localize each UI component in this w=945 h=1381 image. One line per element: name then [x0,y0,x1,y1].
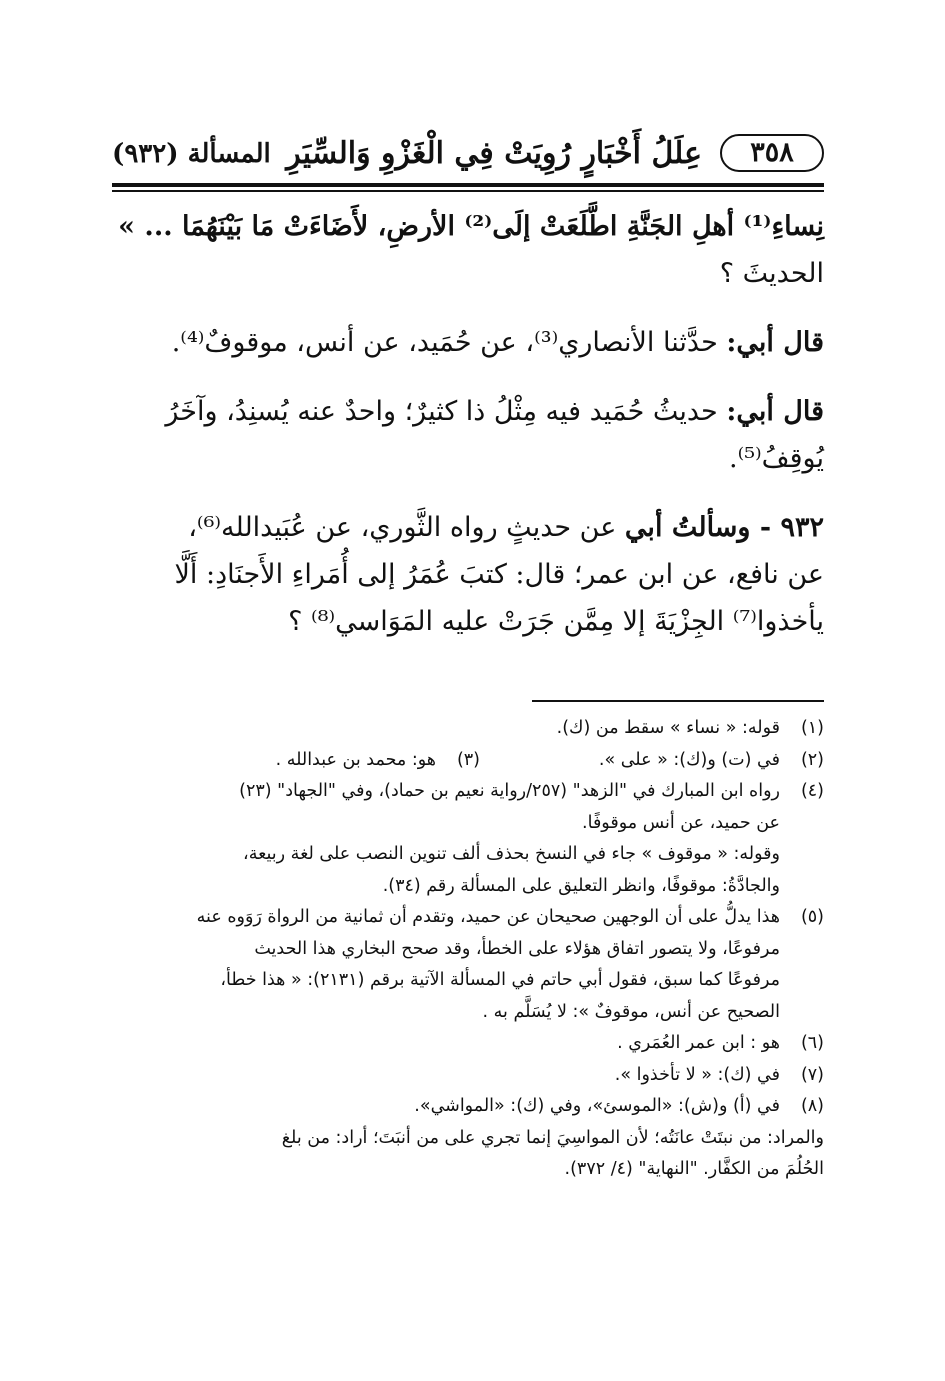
footnote-continuation: الصحيح عن أنس، موقوفٌ »: لا يُسَلَّم به . [482,1001,780,1022]
footnote-number: (٢) [800,749,824,770]
text-span: حدَّثنا الأنصاري⁽³⁾، عن حُمَيد، عن أنس، موقوفٌ⁽⁴⁾. [171,327,718,358]
footnote: (٥) هذا يدلُّ على أن الوجهين صحيحان عن حميد، وتقدم أن ثمانية من الرواة رَوَوه عنه [112,902,824,934]
footnote-continuation: وقوله: « موقوف » جاء في النسخ بحذف ألف تنوين النصب على لغة ربيعة، [243,844,780,864]
footnote-number: (٧) [800,1064,824,1085]
footnote: (٨) في (أ) و(ش): «الموسئ»، وفي (ك): «المواشي». [112,1091,824,1123]
page-header [112,132,824,178]
text-line: عن نافع، عن ابن عمر؛ قال: كتبَ عُمَرُ إلى أُمَراءِ الأَجنَادِ: أَلَّا [174,559,824,590]
text-span: حديثُ حُمَيد فيه مِثْلُ ذا كثيرٌ؛ واحدٌ عنه يُسنِدُ، وآخَرُ [165,396,718,427]
speaker-label: قال أبي: [726,327,824,358]
speaker-label: قال أبي: [726,396,824,427]
hadith-text-line: نِساءِ⁽¹⁾ أهلِ الجَنَّةِ اطَّلَعَتْ إلَى⁽²⁾ الأرضِ، لأَضَاءَتْ مَا بَيْنَهُمَا ... » [118,211,824,242]
footnote: (٦) هو : ابن عمر العُمَري . [112,1028,824,1060]
text-span: عن حديثٍ رواه الثَّوري، عن عُبَيدالله⁽⁶⁾، [188,512,617,543]
footnote-separator [532,700,824,702]
footnote: (٢) في (ت) و(ك): « على ». [480,745,824,777]
footnote: (٤) رواه ابن المبارك في "الزهد" (٢٥٧/رواية نعيم بن حماد)، وفي "الجهاد" (٢٣) [112,776,824,808]
text-line: يأخذوا⁽⁷⁾ الجِزْيَةَ إلا مِمَّن جَرَتْ عليه المَوَاسي⁽⁸⁾ ؟ [288,606,824,637]
footnote: (٣) هو: محمد بن عبدالله . [276,745,480,777]
text-line: الحديثَ ؟ [719,258,824,289]
main-text [112,203,824,645]
text-line [112,319,824,366]
footnote-number: (٦) [800,1033,824,1053]
footnote-continuation: مرفوعًا، ولا يتصور اتفاق هؤلاء على الخطأ، وقد صحح البخاري هذا الحديث [254,938,780,959]
footnote-number: (١) [800,718,824,738]
header-rule-thin [112,190,824,192]
issue-number-heading: ٩٣٢ - وسألتُ أبي [624,512,824,543]
footnote-continuation: عن حميد، عن أنس موقوفًا. [582,812,780,833]
footnote-continuation: الحُلُمَ من الكفَّار. "النهاية" (٤/ ٣٧٢). [564,1159,824,1179]
page-number: ٣٥٨ [720,134,824,172]
issue-reference: المسألة (٩٣٢) [112,139,271,169]
footnote-number: (٣) [456,749,480,770]
footnote-number: (٤) [800,781,824,801]
footnote-number: (٥) [800,907,824,927]
text-line: يُوقِفُ⁽⁵⁾. [729,443,824,474]
footnote-continuation: مرفوعًا كما سبق، فقول أبي حاتم في المسألة الآتية برقم (٢١٣١): « هذا خطأ، [220,970,780,990]
footnote-continuation: والجادَّةُ: موقوفًا، وانظر التعليق على المسألة رقم (٣٤). [382,875,780,896]
footnote: (١) قوله: « نساء » سقط من (ك). [112,713,824,745]
header-rule-thick [112,183,824,187]
running-title: عِلَلُ أَخْبَارٍ رُوِيَتْ فِي الْغَزْوِ وَالسِّيَرِ [286,136,702,171]
text-line [112,388,824,435]
footnotes [112,713,824,1186]
footnote: (٧) في (ك): « لا تأخذوا ». [112,1060,824,1092]
footnote-number: (٨) [800,1096,824,1116]
issue-heading-line [112,504,824,551]
footnote-pair [112,745,824,777]
footnote-continuation: والمراد: من نبتَتْ عانَتُه؛ لأن المواسِيَ إنما تجري على من أنبَتَ؛ أراد: من بلغ [281,1127,824,1148]
